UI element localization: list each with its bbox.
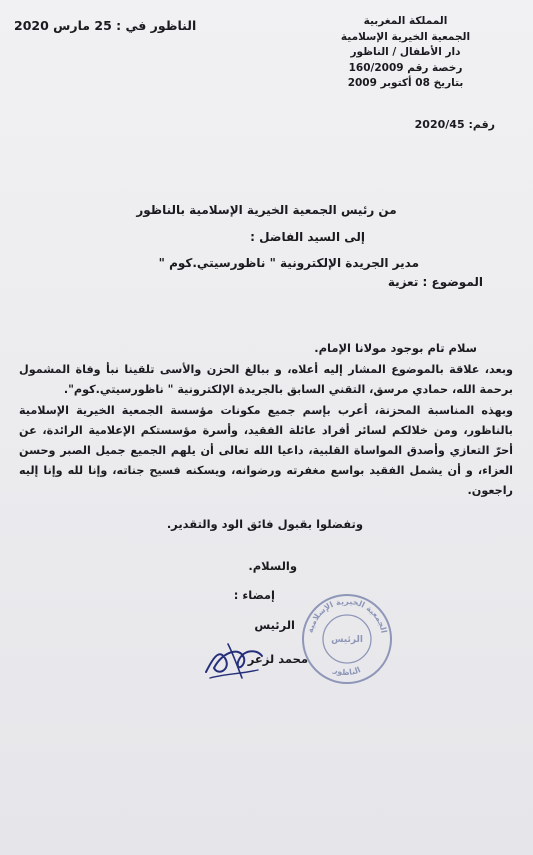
- signatory-title: الرئيس: [254, 618, 295, 632]
- body-paragraph-2: وبهذه المناسبة المحزنة، أعرب بإسم جميع مكونات مؤسسة الجمعية الخيرية الإسلامية بالناظور، ومن خلالكم لسائر أفراد عائلة الفقيد، وأسرة مؤسستكم الإعلامية الرائدة، عن أحرّ التعازي وأصدق المواساة القلبية، داعيا الله تعالى أن يلهم الجميع جميل الصبر وحسن العزاء، و أن يشمل الفقيد بواسع مغفرته ورضوانه، ويسكنه فسيح جناته، وإنا لله وإنا إليه راجعون.: [19, 404, 513, 497]
- place-date: الناظور في : 25 مارس 2020: [14, 18, 197, 33]
- reference-number: رقم: 2020/45: [414, 118, 495, 131]
- org-line-house: دار الأطفال / الناظور: [350, 46, 461, 58]
- stamp-bottom-text: الناظور: [332, 665, 362, 678]
- official-stamp: [300, 592, 394, 686]
- body-paragraph-1: وبعد، علاقة بالموضوع المشار إليه أعلاه، و ببالغ الحزن والأسى تلقينا نبأ وفاة المشمول برحمة الله، حمادي مرسق، التقني السابق بالجريدة الإلكترونية " ناظورسيتي.كوم".: [19, 363, 513, 396]
- closing-salam: والسلام.: [248, 559, 297, 573]
- handwritten-signature: [200, 638, 270, 682]
- org-line-license-date: بتاريخ 08 أكتوبر 2009: [347, 77, 464, 89]
- signature-label: إمضاء :: [233, 588, 275, 602]
- recipient-salutation: إلى السيد الفاضل :: [250, 230, 365, 244]
- greeting: سلام تام بوجود مولانا الإمام.: [314, 341, 477, 355]
- signatory-name: محمد لزعر: [247, 652, 308, 666]
- sender-line: من رئيس الجمعية الخيرية الإسلامية بالناظور: [136, 203, 397, 217]
- stamp-ring-text: الجمعية الخيرية الإسلامية: [305, 596, 389, 634]
- org-line-association: الجمعية الخيرية الإسلامية: [340, 30, 471, 43]
- org-line-license: رخصة رقم 160/2009: [348, 61, 463, 74]
- closing-regards: وتفضلوا بقبول فائق الود والتقدير.: [166, 517, 363, 531]
- organization-header: [318, 14, 493, 92]
- org-line-kingdom: المملكة المغربية: [363, 15, 448, 27]
- subject-line: الموضوع : تعزية: [387, 275, 483, 289]
- stamp-center-text: الرئيس: [331, 635, 363, 645]
- recipient-name: مدير الجريدة الإلكترونية " ناظورسيتي.كوم ": [158, 256, 419, 270]
